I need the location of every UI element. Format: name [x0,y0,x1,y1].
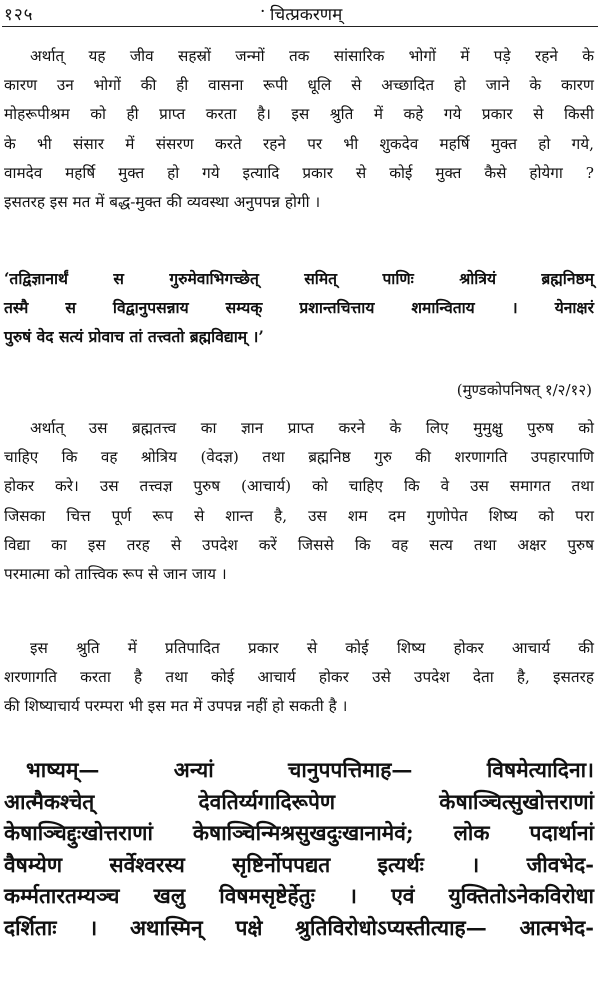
verse-quote [4,264,594,352]
paragraph-commentary-1 [4,42,594,217]
text-line: के भी संसार में संसरण करते रहने पर भी शुकदेव महर्षि मुक्त हो गये, [4,134,594,153]
paragraph-commentary-3 [4,634,594,722]
bhashya-line: वैषम्येण सर्वेश्वरस्य सृष्टिर्नोपपद्यत इत्यर्थः । जीवभेद- [4,851,594,877]
text-line: जिसका चित्त पूर्ण रूप से शान्त है, उस शम दम गुणोपेत शिष्य को परा [4,506,594,525]
paragraph-commentary-2 [4,414,594,589]
text-line: की शिष्याचार्य परम्परा भी इस मत में उपपन्न नहीं हो सकती है । [4,697,348,716]
bhashya-line: कर्म्मतारतम्यञ्च खलु विषमसृष्टेर्हेतुः । एवं युक्तितोऽनेकविरोधा [4,883,594,908]
text-line: होकर करे। उस तत्त्वज्ञ पुरुष (आचार्य) को चाहिए कि वे उस समागत तथा [4,477,594,496]
bhashya-line: दर्शिताः । अथास्मिन् पक्षे श्रुतिविरोधोऽप्यस्तीत्याह— आत्मभेद- [4,914,594,940]
page-header [0,0,600,26]
text-line: वामदेव महर्षि मुक्त हो गये इत्यादि प्रकार से कोई मुक्त कैसे होयेगा ? [4,163,594,182]
bhashya-line: आत्मैकश्चेत् देवतिर्य्यगादिरूपेण केषाञ्चित्सुखोत्तराणां [4,788,594,814]
text-line: कारण उन भोगों की ही वासना रूपी धूलि से अच्छादित हो जाने के कारण [4,76,594,95]
bhashya-section [4,754,594,943]
text-line: इस श्रुति में प्रतिपादित प्रकार से कोई शिष्य होकर आचार्य की [30,639,594,657]
text-line: शरणागति करता है तथा कोई आचार्य होकर उसे उपदेश देता है, इसतरह [4,668,594,687]
text-line: विद्या का इस तरह से उपदेश करें जिससे कि वह सत्य तथा अक्षर पुरुष [4,535,594,554]
text-line: अर्थात् यह जीव सहस्रों जन्मों तक सांसारिक भोगों में पड़े रहने के [30,47,594,65]
verse-line: तस्मै स विद्वानुपसन्नाय सम्यक् प्रशान्तचित्ताय शमान्विताय । येनाक्षरं [4,298,594,318]
header-rule [2,26,598,27]
verse-line: ‘तद्विज्ञानार्थं स गुरुमेवाभिगच्छेत् समित् पाणिः श्रोत्रियं ब्रह्मनिष्ठम् [4,269,594,288]
bhashya-line: केषाञ्चिद्दुःखोत्तराणां केषाञ्चिन्मिश्रसुखदुःखानामेवं; लोक पदार्थानां [4,820,594,845]
verse-line: पुरुषं वेद सत्यं प्रोवाच तां तत्त्वतो ब्रह्मविद्याम् ।’ [4,327,264,347]
bhashya-line: भाष्यम्— अन्यां चानुपपत्तिमाह— विषमेत्यादिना। [26,757,594,782]
verse-citation: (मुण्डकोपनिषत् १/२/१२) [456,381,592,399]
text-line: इसतरह इस मत में बद्ध-मुक्त की व्यवस्था अनुपपन्न होगी । [4,193,321,212]
text-line: मोहरूपीश्रम को ही प्राप्त करता है। इस श्रुति में कहे गये प्रकार से किसी [4,105,594,124]
text-line: चाहिए कि वह श्रोत्रिय (वेदज्ञ) तथा ब्रह्मनिष्ठ गुरु की शरणागति उपहारपाणि [4,448,594,467]
page-number: १२५ [4,5,34,25]
running-title: चित्प्रकरणम् [270,5,343,25]
header-dot: · [260,2,266,22]
text-line: परमात्मा को तात्त्विक रूप से जान जाय । [4,565,227,584]
text-line: अर्थात् उस ब्रह्मतत्त्व का ज्ञान प्राप्त करने के लिए मुमुक्षु पुरुष को [30,419,594,437]
